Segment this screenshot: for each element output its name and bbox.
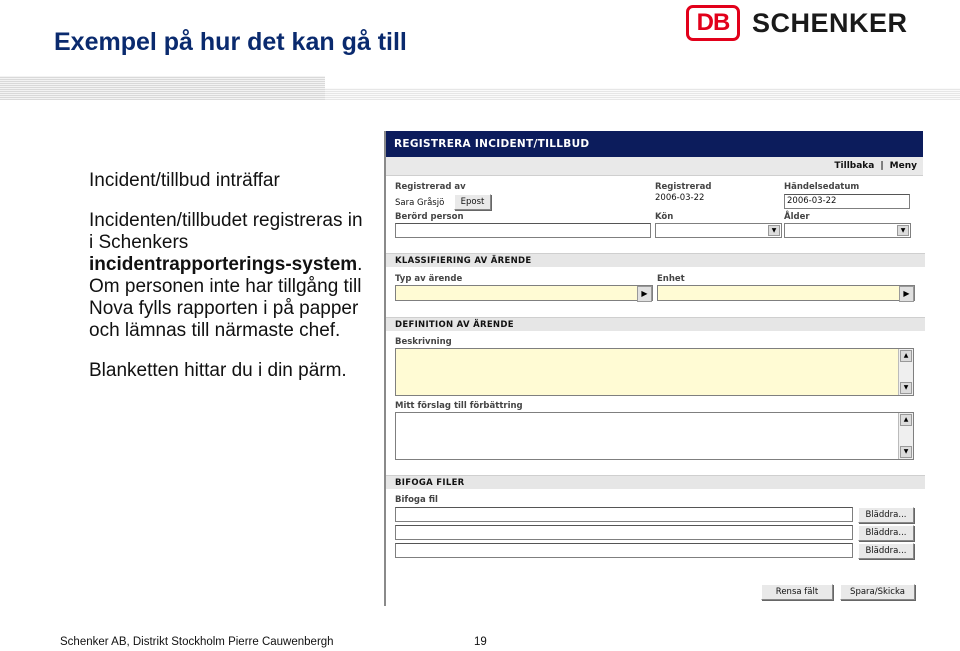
paragraph-form-location: Blanketten hittar du i din pärm. [89,360,347,381]
arrow-right-icon[interactable]: ▶ [637,286,652,302]
db-schenker-logo [686,4,908,42]
file-path-field-1[interactable] [395,507,853,522]
beskrivning-textarea[interactable] [395,348,914,396]
browse-button-3[interactable]: Bläddra... [858,543,914,559]
back-link[interactable]: Tillbaka [834,161,875,171]
registrerad-av-value: Sara Gråsjö [395,198,445,208]
nav-separator: | [880,161,884,171]
registrerad-av-label: Registrerad av [395,182,466,192]
chevron-down-icon: ▼ [897,225,909,236]
bifoga-fil-label: Bifoga fil [395,495,438,505]
arrow-right-icon[interactable]: ▶ [899,286,914,302]
slide-footer: Schenker AB, Distrikt Stockholm Pierre Cauwenbergh [60,636,334,648]
scroll-down-icon[interactable]: ▼ [900,446,912,458]
title-underline-band-right [325,88,960,100]
title-underline-band [0,76,325,100]
section-klassificering: KLASSIFIERING AV ÄRENDE [386,253,925,267]
scroll-up-icon[interactable]: ▲ [900,350,912,362]
typ-av-arende-field[interactable] [395,285,653,301]
paragraph-registration-system: incidentrapporterings-system [89,254,358,275]
berord-person-label: Berörd person [395,212,464,222]
schenker-wordmark: SCHENKER [752,7,908,38]
page-number: 19 [474,636,487,648]
kon-label: Kön [655,212,674,222]
kon-select[interactable] [655,223,782,238]
file-path-field-3[interactable] [395,543,853,558]
registrerad-label: Registrerad [655,182,712,192]
typ-av-arende-label: Typ av ärende [395,274,463,284]
alder-select[interactable] [784,223,911,238]
scroll-down-icon[interactable]: ▼ [900,382,912,394]
section-bifoga-filer: BIFOGA FILER [386,475,925,489]
handelsedatum-label: Händelsedatum [784,182,860,192]
incident-form-screenshot [384,131,923,606]
file-path-field-2[interactable] [395,525,853,540]
form-header: REGISTRERA INCIDENT/TILLBUD [386,131,923,157]
menu-link[interactable]: Meny [889,161,917,171]
alder-label: Ålder [784,212,810,222]
paragraph-registration [89,210,364,342]
browse-button-2[interactable]: Bläddra... [858,525,914,541]
enhet-field[interactable] [657,285,915,301]
handelsedatum-field[interactable]: 2006-03-22 [784,194,910,209]
beskrivning-label: Beskrivning [395,337,452,347]
chevron-down-icon: ▼ [768,225,780,236]
paragraph-registration-lead: Incidenten/tillbudet registreras in i Schenkers [89,210,363,253]
section-definition: DEFINITION AV ÄRENDE [386,317,925,331]
scroll-up-icon[interactable]: ▲ [900,414,912,426]
registrerad-value: 2006-03-22 [655,193,705,203]
slide-body-text [89,170,364,400]
paragraph-registration-tail: . Om personen inte har tillgång till Nova fylls rapporten i på papper och lämnas till närmaste chef. [89,254,363,341]
beskrivning-scrollbar[interactable] [898,349,913,395]
browse-button-1[interactable]: Bläddra... [858,507,914,523]
enhet-label: Enhet [657,274,685,284]
paragraph-incident: Incident/tillbud inträffar [89,170,280,191]
clear-fields-button[interactable]: Rensa fält [761,584,833,600]
save-send-button[interactable]: Spara/Skicka [840,584,915,600]
mitt-forslag-scrollbar[interactable] [898,413,913,459]
db-logo-mark: DB [686,5,740,41]
berord-person-field[interactable] [395,223,651,238]
mitt-forslag-label: Mitt förslag till förbättring [395,401,523,411]
slide-title: Exempel på hur det kan gå till [54,28,407,56]
mitt-forslag-textarea[interactable] [395,412,914,460]
form-nav-bar [386,157,923,176]
epost-button[interactable]: Epost [454,194,491,210]
